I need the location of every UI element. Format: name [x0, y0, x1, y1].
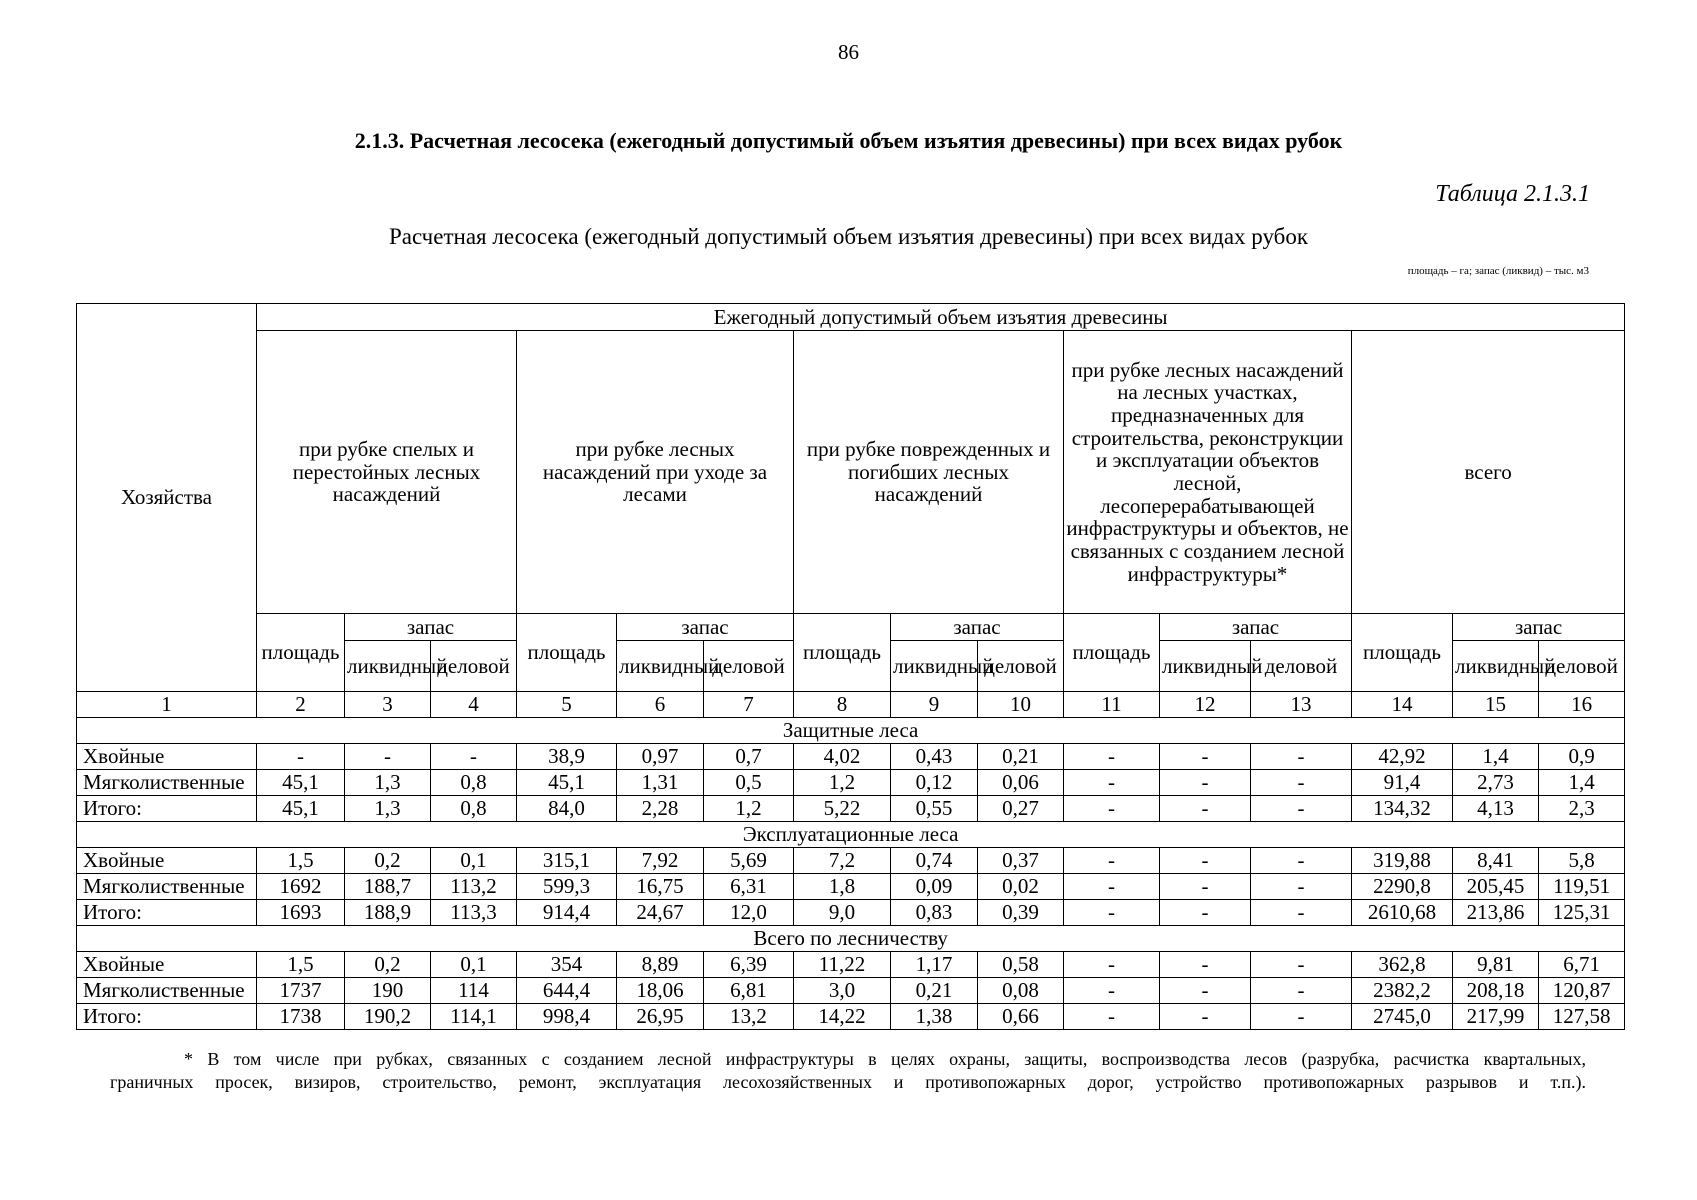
table-cell: -: [431, 744, 517, 770]
table-cell: 8,89: [617, 952, 704, 978]
column-number: 14: [1352, 692, 1453, 718]
row-label: Мягколиственные: [77, 874, 257, 900]
table-cell: -: [1251, 874, 1352, 900]
table-cell: 0,1: [431, 848, 517, 874]
table-cell: 0,12: [891, 770, 978, 796]
table-cell: 644,4: [517, 978, 617, 1004]
column-number: 7: [704, 692, 794, 718]
table-cell: 213,86: [1453, 900, 1539, 926]
table-cell: 0,9: [1539, 744, 1625, 770]
table-cell: 2610,68: [1352, 900, 1453, 926]
row-label: Итого:: [77, 796, 257, 822]
table-cell: -: [1160, 848, 1251, 874]
table-cell: 6,71: [1539, 952, 1625, 978]
section-title: Всего по лесничеству: [77, 926, 1625, 952]
header-liquid: ликвидный: [1160, 641, 1251, 692]
table-cell: -: [345, 744, 431, 770]
table-cell: 113,2: [431, 874, 517, 900]
header-group-thinning: при рубке лесных насаждений при уходе за лесами: [517, 331, 794, 614]
table-cell: 11,22: [794, 952, 891, 978]
table-row: [77, 848, 1625, 874]
table-cell: 6,39: [704, 952, 794, 978]
table-cell: 9,81: [1453, 952, 1539, 978]
table-cell: 0,06: [978, 770, 1064, 796]
table-cell: 0,09: [891, 874, 978, 900]
table-cell: -: [1251, 770, 1352, 796]
table-row: [77, 770, 1625, 796]
table-cell: 120,87: [1539, 978, 1625, 1004]
table-cell: 1737: [257, 978, 345, 1004]
section-row: [77, 926, 1625, 952]
table-cell: 914,4: [517, 900, 617, 926]
table-cell: -: [1160, 770, 1251, 796]
page-number: 86: [838, 40, 859, 64]
table-cell: 26,95: [617, 1004, 704, 1030]
footnote: [110, 1048, 1586, 1093]
table-cell: 91,4: [1352, 770, 1453, 796]
table-cell: -: [1251, 848, 1352, 874]
footnote-line: граничных просек, визиров, строительство, ремонт, эксплуатация лесохозяйственных и противопожарных дорог, устройство противопожарных разрывов и т.п.).: [110, 1071, 1586, 1092]
header-group-total: всего: [1352, 331, 1625, 614]
row-label: Мягколиственные: [77, 770, 257, 796]
table-cell: 1,4: [1539, 770, 1625, 796]
table-cell: 0,97: [617, 744, 704, 770]
table-cell: 125,31: [1539, 900, 1625, 926]
table-cell: -: [1160, 900, 1251, 926]
table-cell: -: [1160, 1004, 1251, 1030]
column-number: 16: [1539, 692, 1625, 718]
table-cell: 0,7: [704, 744, 794, 770]
row-label: Хвойные: [77, 848, 257, 874]
table-cell: 16,75: [617, 874, 704, 900]
header-top: Ежегодный допустимый объем изъятия древесины: [257, 304, 1625, 331]
table-cell: 38,9: [517, 744, 617, 770]
table-cell: 3,0: [794, 978, 891, 1004]
row-label: Мягколиственные: [77, 978, 257, 1004]
table-caption: Таблица 2.1.3.1: [1435, 181, 1590, 207]
header-stock: запас: [1160, 614, 1352, 641]
footnote-line: * В том числе при рубках, связанных с созданием лесной инфраструктуры в целях охраны, защиты, воспроизводства лесов (разрубка, расчистка квартальных,: [184, 1049, 1586, 1069]
table-cell: 1693: [257, 900, 345, 926]
table-cell: 4,13: [1453, 796, 1539, 822]
table-cell: 0,74: [891, 848, 978, 874]
table-cell: -: [1160, 952, 1251, 978]
header-area: площадь: [794, 614, 891, 692]
table-cell: 998,4: [517, 1004, 617, 1030]
header-stock: запас: [891, 614, 1064, 641]
table-cell: -: [1064, 952, 1160, 978]
table-cell: 6,81: [704, 978, 794, 1004]
header-business: деловой: [1251, 641, 1352, 692]
header-business: деловой: [978, 641, 1064, 692]
table-cell: 84,0: [517, 796, 617, 822]
table-cell: 0,5: [704, 770, 794, 796]
header-liquid: ликвидный: [345, 641, 431, 692]
table-cell: 1,5: [257, 952, 345, 978]
column-number: 6: [617, 692, 704, 718]
table-row: [77, 952, 1625, 978]
table-cell: 4,02: [794, 744, 891, 770]
table-cell: 113,3: [431, 900, 517, 926]
table-cell: 0,37: [978, 848, 1064, 874]
table-cell: 127,58: [1539, 1004, 1625, 1030]
table-cell: 45,1: [257, 770, 345, 796]
row-label: Хвойные: [77, 952, 257, 978]
table-cell: 0,27: [978, 796, 1064, 822]
table-cell: -: [1251, 744, 1352, 770]
table-cell: 7,92: [617, 848, 704, 874]
table-cell: 0,21: [891, 978, 978, 1004]
table-cell: 5,69: [704, 848, 794, 874]
row-label: Итого:: [77, 900, 257, 926]
table-cell: 2382,2: [1352, 978, 1453, 1004]
table-cell: 354: [517, 952, 617, 978]
table-title: Расчетная лесосека (ежегодный допустимый объем изъятия древесины) при всех видах рубок: [388, 224, 1309, 249]
table-row: [77, 900, 1625, 926]
table-cell: 1,4: [1453, 744, 1539, 770]
table-cell: 1,17: [891, 952, 978, 978]
table-cell: 119,51: [1539, 874, 1625, 900]
header-liquid: ликвидный: [617, 641, 704, 692]
table-cell: 362,8: [1352, 952, 1453, 978]
table-cell: -: [1251, 1004, 1352, 1030]
allowable-cut-table: [76, 303, 1625, 1030]
column-number: 5: [517, 692, 617, 718]
header-liquid: ликвидный: [891, 641, 978, 692]
table-cell: 0,39: [978, 900, 1064, 926]
column-number: 10: [978, 692, 1064, 718]
column-number: 1: [77, 692, 257, 718]
table-cell: 0,2: [345, 848, 431, 874]
table-cell: -: [1064, 1004, 1160, 1030]
column-number: 15: [1453, 692, 1539, 718]
column-number: 3: [345, 692, 431, 718]
table-cell: -: [1064, 874, 1160, 900]
table-row: [77, 874, 1625, 900]
table-cell: 5,22: [794, 796, 891, 822]
table-cell: 0,66: [978, 1004, 1064, 1030]
table-row: [77, 796, 1625, 822]
table-cell: 18,06: [617, 978, 704, 1004]
table-body: [77, 718, 1625, 1030]
table-cell: -: [1064, 770, 1160, 796]
header-area: площадь: [1352, 614, 1453, 692]
table-cell: 0,8: [431, 770, 517, 796]
table-cell: -: [1251, 952, 1352, 978]
column-number: 4: [431, 692, 517, 718]
table-cell: 208,18: [1453, 978, 1539, 1004]
section-row: [77, 718, 1625, 744]
table-cell: 315,1: [517, 848, 617, 874]
table-cell: 0,83: [891, 900, 978, 926]
table-cell: 0,8: [431, 796, 517, 822]
column-number: 8: [794, 692, 891, 718]
table-cell: 190: [345, 978, 431, 1004]
table-cell: -: [1064, 978, 1160, 1004]
section-row: [77, 822, 1625, 848]
table-cell: 114: [431, 978, 517, 1004]
table-cell: 13,2: [704, 1004, 794, 1030]
table-cell: 1738: [257, 1004, 345, 1030]
column-number: 2: [257, 692, 345, 718]
table-cell: 599,3: [517, 874, 617, 900]
table-row: [77, 744, 1625, 770]
table-cell: 1,31: [617, 770, 704, 796]
table-cell: 0,21: [978, 744, 1064, 770]
table-cell: -: [1160, 796, 1251, 822]
header-stock: запас: [345, 614, 517, 641]
column-number: 12: [1160, 692, 1251, 718]
table-cell: 2290,8: [1352, 874, 1453, 900]
header-area: площадь: [517, 614, 617, 692]
table-cell: 0,2: [345, 952, 431, 978]
table-row: [77, 978, 1625, 1004]
table-cell: 45,1: [257, 796, 345, 822]
header-group-construction: при рубке лесных насаждений на лесных участках, предназначенных для строительства, реконструкции и эксплуатации объектов лесной, лесоперерабатывающей инфраструктуры и объектов, не связанных с созданием лесной инфраструктуры*: [1064, 331, 1352, 614]
table-row: [77, 1004, 1625, 1030]
table-cell: 2,3: [1539, 796, 1625, 822]
table-cell: 0,02: [978, 874, 1064, 900]
table-cell: 188,9: [345, 900, 431, 926]
table-cell: 1,2: [704, 796, 794, 822]
table-cell: 190,2: [345, 1004, 431, 1030]
table-cell: 7,2: [794, 848, 891, 874]
table-cell: 1,3: [345, 770, 431, 796]
header-stock: запас: [617, 614, 794, 641]
table-cell: -: [1064, 900, 1160, 926]
table-cell: 1,8: [794, 874, 891, 900]
section-title: Эксплуатационные леса: [77, 822, 1625, 848]
table-cell: -: [1160, 874, 1251, 900]
table-cell: -: [1064, 744, 1160, 770]
header-business: деловой: [704, 641, 794, 692]
header-area: площадь: [1064, 614, 1160, 692]
table-cell: 114,1: [431, 1004, 517, 1030]
column-number: 13: [1251, 692, 1352, 718]
table-cell: 1692: [257, 874, 345, 900]
table-cell: -: [257, 744, 345, 770]
table-cell: 0,08: [978, 978, 1064, 1004]
row-label: Итого:: [77, 1004, 257, 1030]
table-cell: 1,38: [891, 1004, 978, 1030]
table-cell: -: [1251, 796, 1352, 822]
table-cell: -: [1064, 848, 1160, 874]
header-group-damaged: при рубке поврежденных и погибших лесных насаждений: [794, 331, 1064, 614]
table-cell: 2,28: [617, 796, 704, 822]
section-heading: 2.1.3. Расчетная лесосека (ежегодный допустимый объем изъятия древесины) при всех видах рубок: [354, 128, 1343, 153]
table-cell: 0,43: [891, 744, 978, 770]
header-liquid: ликвидный: [1453, 641, 1539, 692]
table-cell: 319,88: [1352, 848, 1453, 874]
table-cell: 188,7: [345, 874, 431, 900]
table-cell: -: [1160, 744, 1251, 770]
header-area: площадь: [257, 614, 345, 692]
header-stock: запас: [1453, 614, 1625, 641]
table-cell: -: [1064, 796, 1160, 822]
table-cell: 1,5: [257, 848, 345, 874]
header-group-mature: при рубке спелых и перестойных лесных насаждений: [257, 331, 517, 614]
table-cell: 2745,0: [1352, 1004, 1453, 1030]
column-number: 11: [1064, 692, 1160, 718]
table-cell: 0,55: [891, 796, 978, 822]
column-number: 9: [891, 692, 978, 718]
table-cell: 2,73: [1453, 770, 1539, 796]
table-cell: 134,32: [1352, 796, 1453, 822]
table-cell: 24,67: [617, 900, 704, 926]
table-cell: 9,0: [794, 900, 891, 926]
section-title: Защитные леса: [77, 718, 1625, 744]
header-business: деловой: [1539, 641, 1625, 692]
header-business: деловой: [431, 641, 517, 692]
table-cell: 1,2: [794, 770, 891, 796]
table-cell: 0,58: [978, 952, 1064, 978]
row-label: Хвойные: [77, 744, 257, 770]
table-cell: 8,41: [1453, 848, 1539, 874]
table-cell: 5,8: [1539, 848, 1625, 874]
units-note: площадь – га; запас (ликвид) – тыс. м3: [1407, 265, 1589, 277]
table-cell: 14,22: [794, 1004, 891, 1030]
table-cell: 1,3: [345, 796, 431, 822]
table-cell: 12,0: [704, 900, 794, 926]
table-cell: 205,45: [1453, 874, 1539, 900]
table-cell: 6,31: [704, 874, 794, 900]
table-cell: -: [1251, 900, 1352, 926]
table-cell: 0,1: [431, 952, 517, 978]
table-cell: -: [1251, 978, 1352, 1004]
table-cell: -: [1160, 978, 1251, 1004]
header-farms: Хозяйства: [77, 304, 257, 692]
table-cell: 217,99: [1453, 1004, 1539, 1030]
table-cell: 45,1: [517, 770, 617, 796]
table-cell: 42,92: [1352, 744, 1453, 770]
